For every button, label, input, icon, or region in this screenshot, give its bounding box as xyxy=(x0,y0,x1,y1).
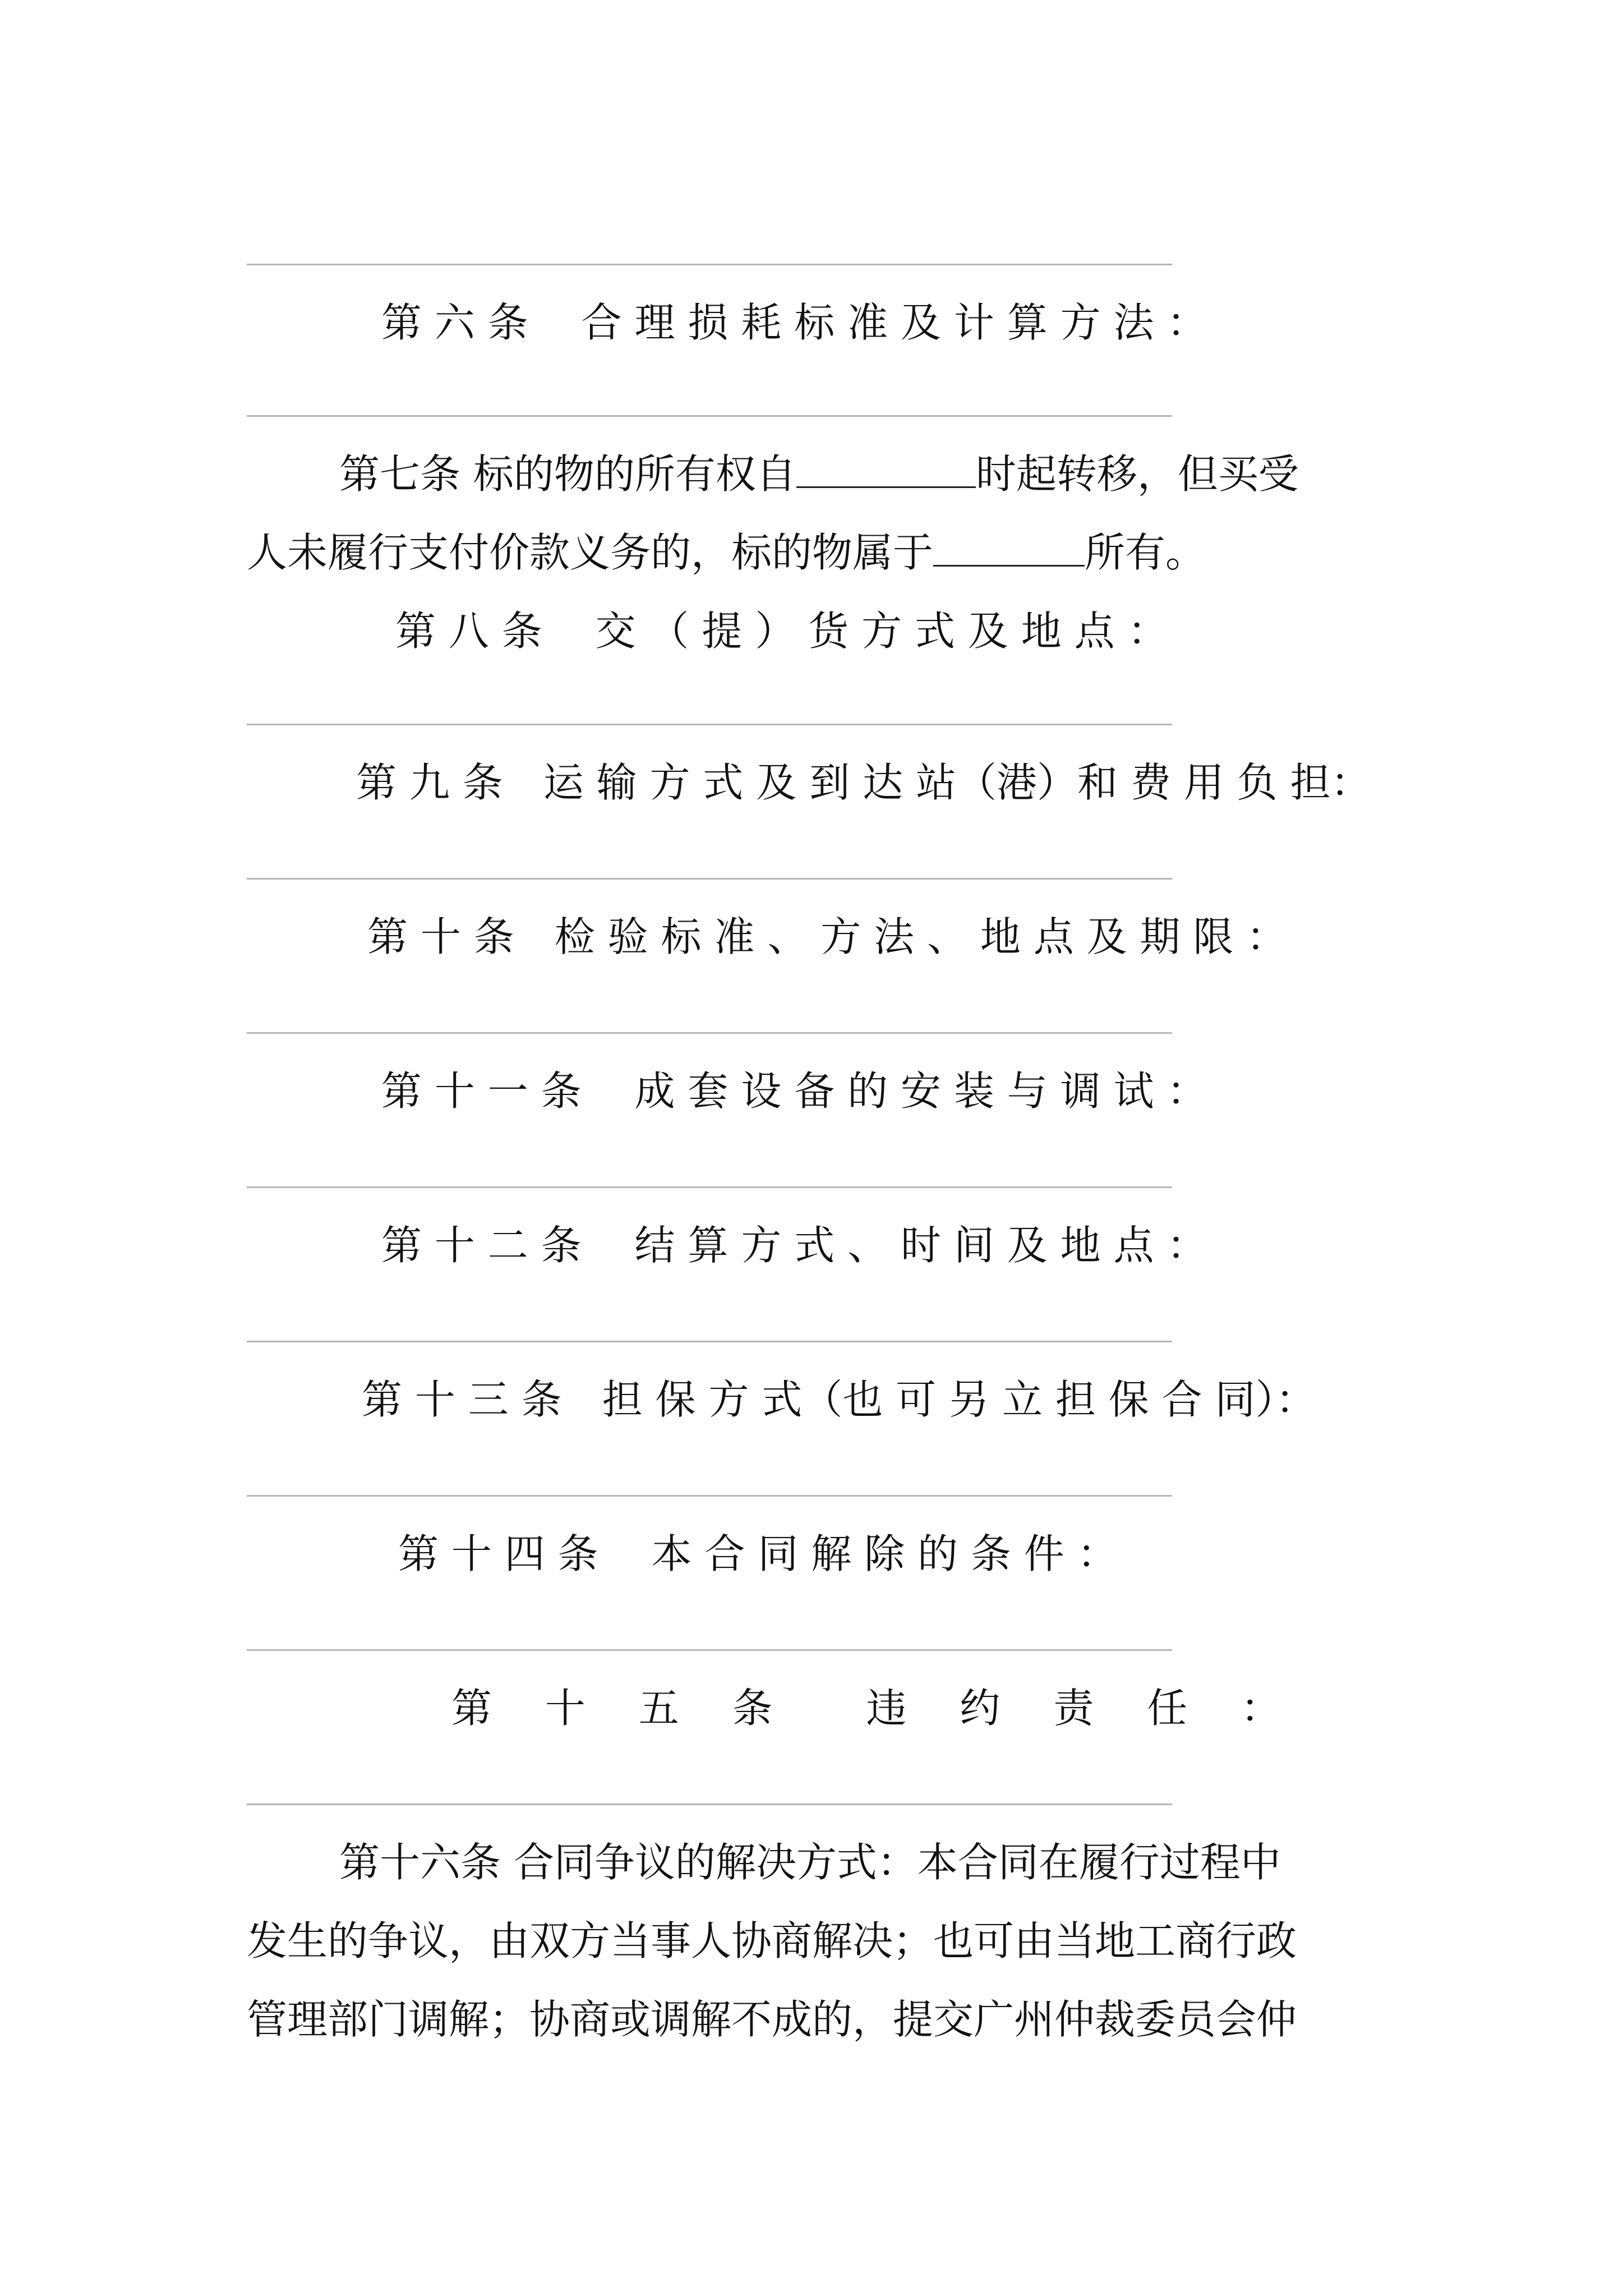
article-14-text: 第 十 四 条 本 合 同 解 除 的 条 件 ： xyxy=(398,1530,1118,1577)
ownership-time-blank[interactable] xyxy=(796,453,976,488)
fill-line xyxy=(247,1341,1172,1342)
article-13-heading xyxy=(362,1374,1385,1425)
fill-line xyxy=(247,878,1172,880)
article-11-text: 第 十 一 条 成 套 设 备 的 安 装 与 调 试 ： xyxy=(381,1068,1207,1115)
article-13-text: 第 十 三 条 担 保 方 式（也 可 另 立 担 保 合 同）： xyxy=(362,1376,1316,1423)
article-8-heading xyxy=(395,606,1385,656)
fill-line xyxy=(247,1495,1172,1497)
fill-line xyxy=(247,1186,1172,1188)
article-11-heading xyxy=(381,1066,1385,1116)
article-16-text-3: 管理部门调解；协商或调解不成的，提交广州仲裁委员会仲 xyxy=(247,1996,1297,2043)
article-12-text: 第 十 二 条 结 算 方 式 、 时 间 及 地 点 ： xyxy=(381,1222,1207,1269)
article-16-line-3 xyxy=(247,1994,1385,2045)
article-10-heading xyxy=(367,912,1385,962)
article-12-heading xyxy=(381,1220,1385,1271)
fill-line xyxy=(247,415,1172,417)
owner-blank[interactable] xyxy=(933,531,1085,567)
article-6-heading xyxy=(381,297,1385,348)
fill-line xyxy=(247,264,1172,265)
article-9-heading xyxy=(356,757,1385,808)
article-7-line-2 xyxy=(247,527,1385,578)
article-15-text: 第 十 五 条 违 约 责 任 ： xyxy=(451,1685,1281,1732)
article-7-line-1 xyxy=(339,449,1388,499)
article-10-text: 第 十 条 检 验 标 准 、 方 法 、 地 点 及 期 限 ： xyxy=(367,913,1287,960)
article-14-heading xyxy=(398,1529,1385,1579)
article-15-heading xyxy=(451,1683,1385,1733)
article-16-text-1: 第十六条 合同争议的解决方式：本合同在履行过程中 xyxy=(339,1839,1281,1886)
article-7-line2-post: 所有。 xyxy=(1085,529,1206,576)
fill-line xyxy=(247,1649,1172,1651)
article-16-line-1 xyxy=(339,1837,1388,1888)
article-7-text-pre: 第七条 标的物的所有权自 xyxy=(339,450,796,498)
fill-line xyxy=(247,1032,1172,1034)
article-16-text-2: 发生的争议，由双方当事人协商解决；也可由当地工商行政 xyxy=(247,1917,1297,1964)
article-7-text-post: 时起转移，但买受 xyxy=(975,450,1299,498)
article-16-line-2 xyxy=(247,1916,1385,1966)
fill-line xyxy=(247,1803,1172,1805)
fill-line xyxy=(247,724,1172,725)
article-8-text: 第 八 条 交 （ 提 ） 货 方 式 及 地 点 ： xyxy=(395,608,1168,655)
article-7-line2-pre: 人未履行支付价款义务的，标的物属于 xyxy=(247,529,934,576)
article-6-text: 第 六 条 合 理 损 耗 标 准 及 计 算 方 法 ： xyxy=(381,299,1207,346)
article-9-text: 第 九 条 运 输 方 式 及 到 达 站（港）和 费 用 负 担： xyxy=(356,759,1371,806)
